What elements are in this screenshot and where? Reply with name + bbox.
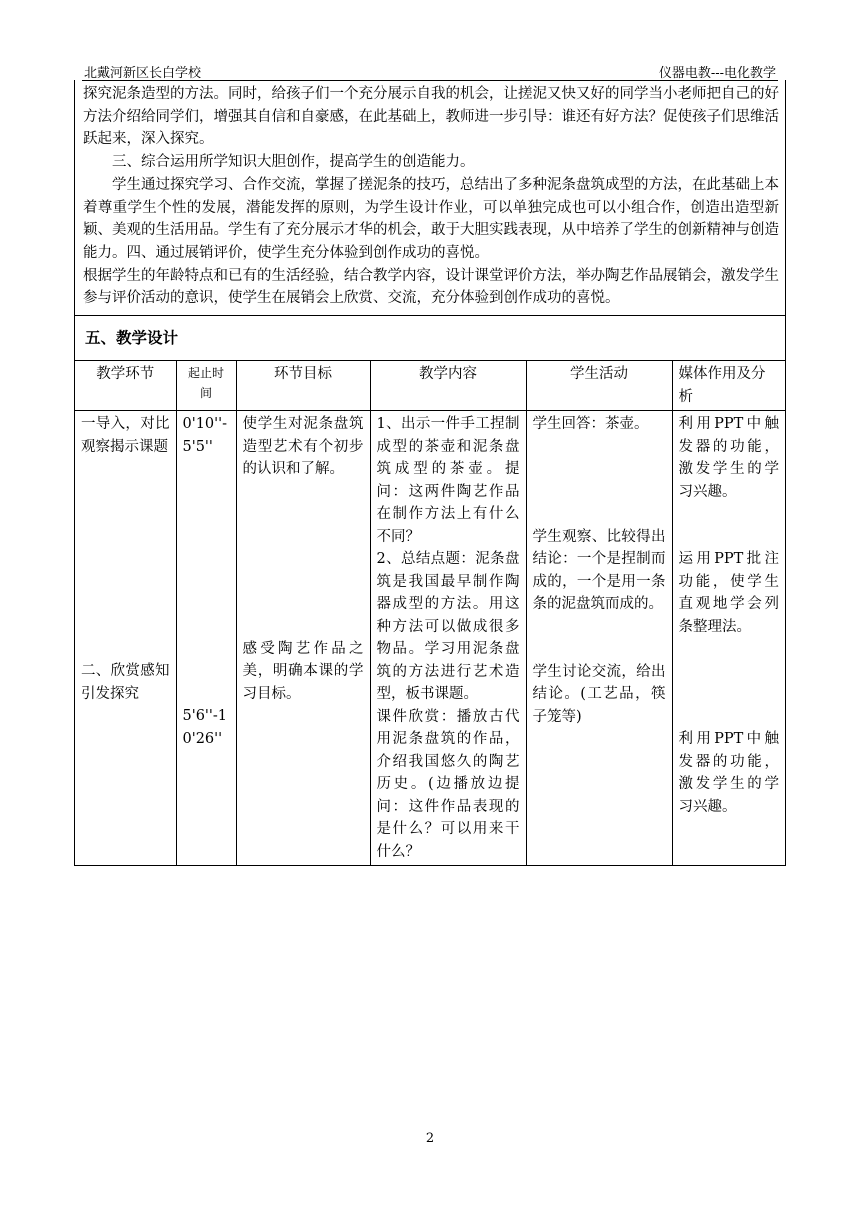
school-name: 北戴河新区长白学校 (84, 66, 202, 81)
media-1: 利用PPT中触发器的功能，激发学生的学习兴趣。 (678, 416, 779, 500)
stage-1: 一导入，对比观察揭示课题 (81, 416, 170, 455)
body-text (75, 80, 785, 310)
header-media: 媒体作用及分析 (672, 361, 785, 411)
activity-3: 学生讨论交流，给出结论。(工艺品，筷子笼等) (532, 663, 666, 725)
paragraph-1: 探究泥条造型的方法。同时，给孩子们一个充分展示自我的机会，让搓泥又快又好的同学当小老师把自己的好方法介绍给同学们，增强其自信和自豪感，在此基础上，教师进一步引导：谁还有好方法？促使孩子们思维活跃起来，深入探究。 (83, 86, 779, 148)
media-cell (672, 411, 785, 866)
time-cell (176, 411, 236, 866)
paragraph-4: 根据学生的年龄特点和已有的生活经验，结合教学内容，设计课堂评价方法，举办陶艺作品展销会，激发学生参与评价活动的意识，使学生在展销会上欣赏、交流，充分体验到创作成功的喜悦。 (83, 267, 779, 307)
goal-cell (236, 411, 370, 866)
media-3: 利用PPT中触发器的功能，激发学生的学习兴趣。 (678, 731, 779, 815)
time-1: 0'10''-5'5'' (182, 416, 228, 455)
content-2: 2、总结点题：泥条盘筑是我国最早制作陶器成型的方法。用这种方法可以做成很多物品。学习用泥条盘筑的方法进行艺术造型，板书课题。 (376, 551, 520, 703)
page-number: 2 (425, 1131, 435, 1146)
goal-2: 感受陶艺作品之美，明确本课的学习目标。 (242, 640, 364, 702)
content-3: 课件欣赏：播放古代用泥条盘筑的作品，介绍我国悠久的陶艺历史。(边播放边提问：这件作品表现的是什么？可以用来干什么？ (376, 708, 520, 860)
activity-cell (526, 411, 672, 866)
header-content: 教学内容 (370, 361, 526, 411)
content-1: 1、出示一件手工捏制成型的茶壶和泥条盘筑成型的茶壶。提问：这两件陶艺作品在制作方法上有什么不同？ (376, 416, 520, 545)
table-row (75, 411, 785, 866)
stage-cell (75, 411, 176, 866)
goal-1: 使学生对泥条盘筑造型艺术有个初步的认识和了解。 (242, 416, 364, 478)
header-goal: 环节目标 (236, 361, 370, 411)
page-header (82, 60, 778, 81)
content-cell (370, 411, 526, 866)
time-2: 5'6''-10'26'' (182, 708, 228, 747)
media-2: 运用PPT批注功能，使学生直观地学会列条整理法。 (678, 551, 779, 635)
header-activity: 学生活动 (526, 361, 672, 411)
document-frame (74, 80, 786, 866)
header-time: 起止时间 (176, 361, 236, 411)
teaching-design-table (75, 360, 785, 866)
paragraph-3: 学生通过探究学习、合作交流，掌握了搓泥条的技巧，总结出了多种泥条盘筑成型的方法，在此基础上本着尊重学生个性的发展，潜能发挥的原则，为学生设计作业，可以单独完成也可以小组合作，创造出造型新颖、美观的生活用品。学生有了充分展示才华的机会，敢于大胆实践表现，从中培养了学生的创新精神与创造能力。四、通过展销评价，使学生充分体验到创作成功的喜悦。 (83, 176, 779, 261)
header-category: 仪器电教---电化教学 (658, 66, 776, 81)
stage-2: 二、欣赏感知 引发探究 (81, 663, 170, 702)
section-title: 五、教学设计 (85, 329, 179, 348)
table-header-row (75, 361, 785, 411)
header-stage: 教学环节 (75, 361, 176, 411)
paragraph-2: 三、综合运用所学知识大胆创作，提高学生的创造能力。 (112, 154, 475, 171)
activity-2: 学生观察、比较得出结论：一个是捏制而成的，一个是用一条条的泥盘筑而成的。 (532, 528, 666, 613)
activity-1: 学生回答：茶壶。 (532, 416, 649, 433)
